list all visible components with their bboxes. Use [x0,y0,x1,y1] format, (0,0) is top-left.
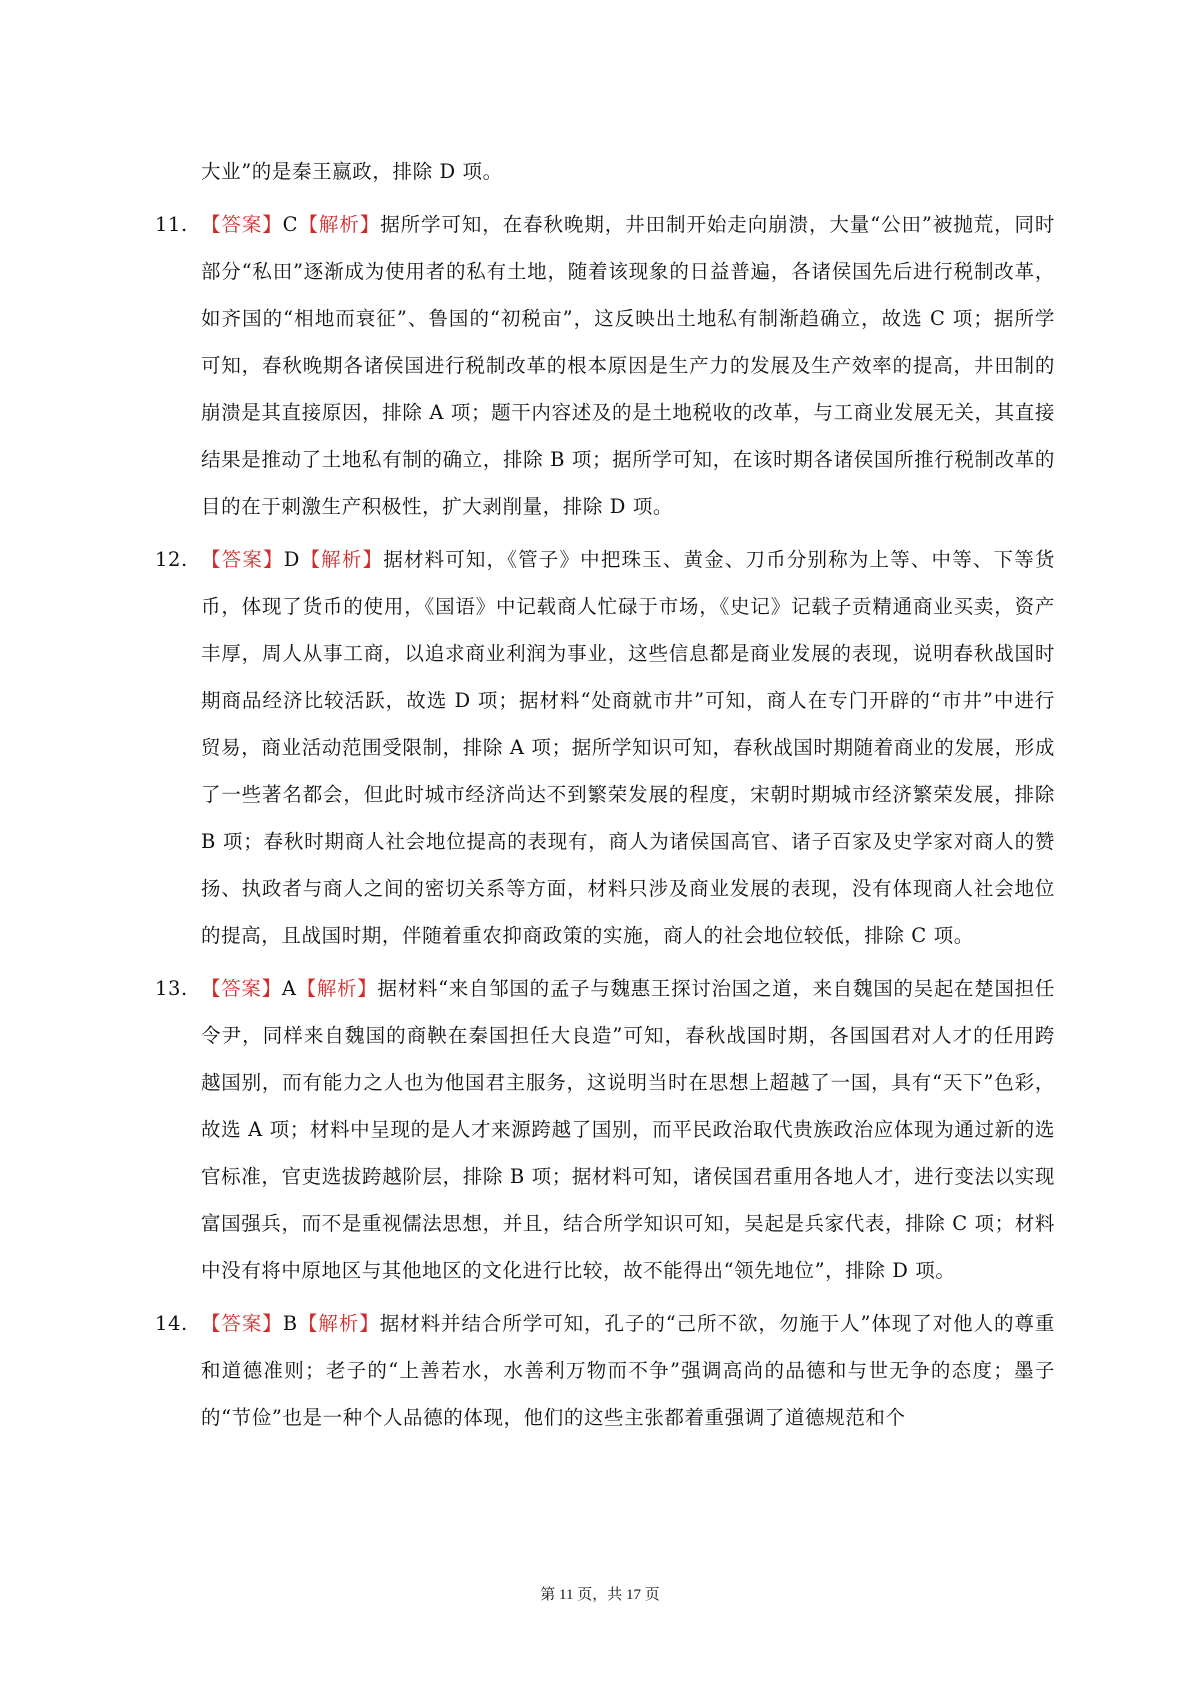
answer-letter: A [281,977,297,1000]
analysis-text: 据所学可知，在春秋晚期，井田制开始走向崩溃，大量“公田”被抛荒，同时部分“私田”逐渐成为使用者的私有土地，随着该现象的日益普遍，各诸侯国先后进行税制改革，如齐国的“相地而衰征”、鲁国的“初税亩”，这反映出土地私有制渐趋确立，故选 C 项；据所学可知，春秋晚期各诸侯国进行税制改革的根本原因是生产力的发展及生产效率的提高，井田制的崩溃是其直接原因，排除 A 项；题干内容述及的是土地税收的改革，与工商业发展无关，其直接结果是推动了土地私有制的确立，排除 B 项；据所学可知，在该时期各诸侯国所推行税制改革的目的在于刺激生产积极性，扩大剥削量，排除 D 项。 [201,213,1056,518]
analysis-text: 据材料并结合所学可知，孔子的“己所不欲，勿施于人”体现了对他人的尊重和道德准则；老子的“上善若水，水善利万物而不争”强调高尚的品德和与世无争的态度；墨子的“节俭”也是一种个人品德的体现，他们的这些主张都着重强调了道德规范和个 [201,1312,1055,1429]
answer-letter: B [282,1312,298,1335]
analysis-tag: 【解析】 [298,213,381,236]
analysis-tag: 【解析】 [297,1312,380,1335]
analysis-tag: 【解析】 [299,548,384,571]
continuation-paragraph [155,148,1055,195]
question-item [155,536,1055,959]
question-number: 13. [155,977,188,1000]
continuation-text: 大业”的是秦王嬴政，排除 D 项。 [201,160,503,183]
question-number: 11. [155,213,188,236]
answer-letter: C [282,213,299,236]
answer-tag: 【答案】 [201,548,284,571]
analysis-text: 据材料“来自邹国的孟子与魏惠王探讨治国之道，来自魏国的吴起在楚国担任令尹，同样来自魏国的商鞅在秦国担任大良造”可知，春秋战国时期，各国国君对人才的任用跨越国别，而有能力之人也为他国君主服务，这说明当时在思想上超越了一国，具有“天下”色彩，故选 A 项；材料中呈现的是人才来源跨越了国别，而平民政治取代贵族政治应体现为通过新的选官标准，官吏选拔跨越阶层，排除 B 项；据材料可知，诸侯国君重用各地人才，进行变法以实现富国强兵，而不是重视儒法思想，并且，结合所学知识可知，吴起是兵家代表，排除 C 项；材料中没有将中原地区与其他地区的文化进行比较，故不能得出“领先地位”，排除 D 项。 [201,977,1055,1282]
question-item [155,201,1055,530]
page-number: 第 11 页，共 17 页 [540,1587,660,1603]
question-number: 12. [155,548,188,571]
question-number: 14. [155,1312,188,1335]
answer-tag: 【答案】 [201,977,282,1000]
question-item [155,1300,1055,1441]
answer-letter: D [283,548,300,571]
question-item [155,965,1055,1294]
page-footer [0,1583,1200,1604]
answer-tag: 【答案】 [201,213,283,236]
page-content [155,148,1055,1447]
analysis-text: 据材料可知，《管子》中把珠玉、黄金、刀币分别称为上等、中等、下等货币，体现了货币的使用，《国语》中记载商人忙碌于市场，《史记》记载子贡精通商业买卖，资产丰厚，周人从事工商，以追求商业利润为事业，这些信息都是商业发展的表现，说明春秋战国时期商品经济比较活跃，故选 D 项；据材料“处商就市井”可知，商人在专门开辟的“市井”中进行贸易，商业活动范围受限制，排除 A 项；据所学知识可知，春秋战国时期随着商业的发展，形成了一些著名都会，但此时城市经济尚达不到繁荣发展的程度，宋朝时期城市经济繁荣发展，排除 B 项；春秋时期商人社会地位提高的表现有，商人为诸侯国高官、诸子百家及史学家对商人的赞扬、执政者与商人之间的密切关系等方面，材料只涉及商业发展的表现，没有体现商人社会地位的提高，且战国时期，伴随着重农抑商政策的实施，商人的社会地位较低，排除 C 项。 [201,548,1055,947]
answer-tag: 【答案】 [201,1312,283,1335]
analysis-tag: 【解析】 [296,977,378,1000]
